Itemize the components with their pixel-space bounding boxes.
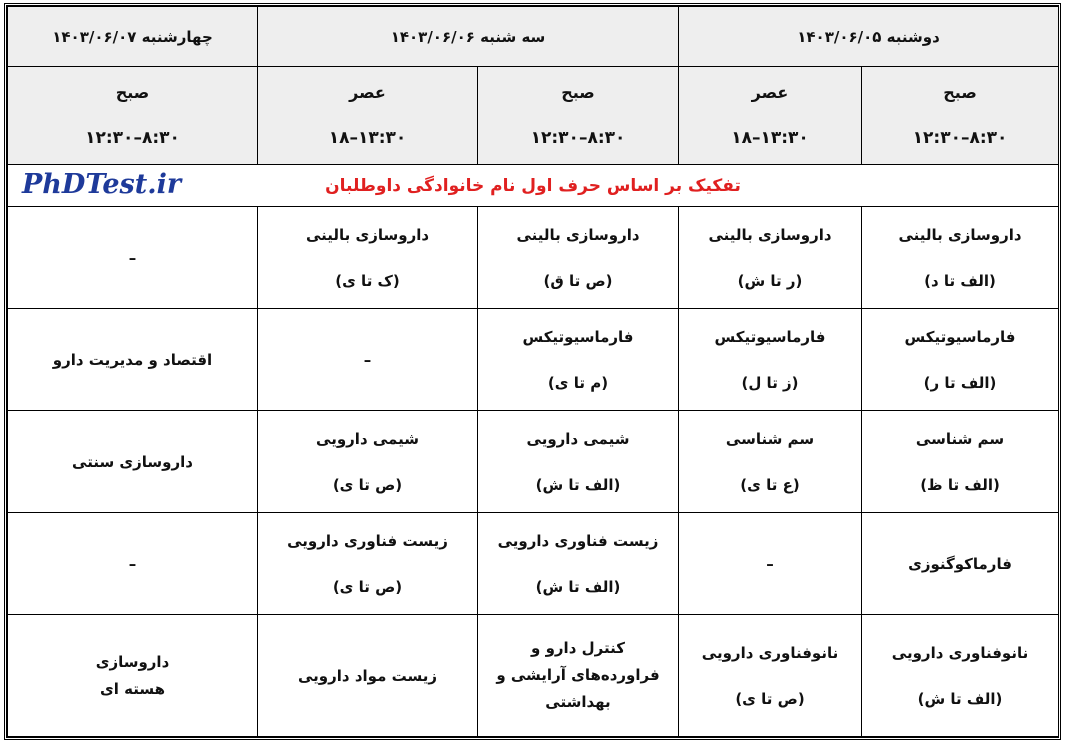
course-name: سم شناسی [915,429,1005,448]
table-cell [8,615,258,737]
slot-time: ۱۳:۳۰–۱۸ [328,128,407,148]
course-name: داروسازی بالینی [708,225,832,244]
surname-range: (ص تا ی) [332,577,403,596]
surname-range: (م تا ی) [547,373,609,392]
slot-label: عصر [751,83,789,102]
exam-schedule-table [7,6,1059,737]
table-row [8,411,1059,513]
course-name-line: فراورده‌های آرایشی و [496,666,660,684]
surname-range: (ص تا ی) [735,689,805,708]
course-name: زیست فناوری دارویی [287,531,448,550]
course-name-line: داروسازی [95,652,170,671]
empty-dash: – [766,554,774,573]
surname-range: (ز تا ل) [741,373,799,392]
course-name: نانوفناوری دارویی [701,643,839,662]
course-name-line: هسته ای [100,679,165,698]
course-name: فارماسیوتیکس [904,327,1016,346]
table-row [8,615,1059,737]
empty-dash: – [128,248,137,267]
slot-header [478,67,679,165]
slot-label: صبح [115,83,150,102]
slot-time: ۸:۳۰–۱۲:۳۰ [530,128,626,148]
surname-range: (الف تا ش) [917,689,1003,708]
course-name: اقتصاد و مدیریت دارو [52,350,213,369]
table-cell [679,309,862,411]
table-cell [478,207,679,309]
table-cell [679,411,862,513]
course-name: داروسازی بالینی [516,225,640,244]
table-cell [478,411,679,513]
surname-range: (الف تا ر) [923,373,997,392]
table-cell [862,513,1059,615]
table-cell [8,513,258,615]
empty-dash: – [363,350,372,369]
table-row [8,309,1059,411]
course-name: فارماسیوتیکس [522,327,634,346]
slot-header [862,67,1059,165]
table-cell [862,411,1059,513]
course-name: داروسازی سنتی [72,452,193,471]
slot-label: صبح [561,83,595,102]
slot-header [8,67,258,165]
banner-cell [8,165,1059,207]
course-name: شیمی دارویی [526,429,630,448]
table-cell [8,207,258,309]
table-cell [679,615,862,737]
surname-range: (ع تا ی) [740,475,800,494]
course-name: شیمی دارویی [316,429,419,448]
table-cell [8,411,258,513]
table-cell [258,513,478,615]
table-cell [862,309,1059,411]
surname-range: (الف تا ش) [535,475,621,494]
slot-header [679,67,862,165]
surname-range: (الف تا د) [924,271,996,290]
course-name: زیست مواد دارویی [298,666,437,685]
table-cell [258,309,478,411]
course-name: سم شناسی [725,429,815,448]
table-cell [478,513,679,615]
course-name: فارماسیوتیکس [714,327,826,346]
day-header-monday: دوشنبه ۱۴۰۳/۰۶/۰۵ [679,7,1059,67]
slot-time: ۸:۳۰–۱۲:۳۰ [912,128,1008,148]
table-cell [258,615,478,737]
table-cell [258,411,478,513]
course-name: زیست فناوری دارویی [497,531,659,550]
slot-label: عصر [349,83,386,102]
day-header-wednesday: چهارشنبه ۱۴۰۳/۰۶/۰۷ [8,7,258,67]
surname-range: (ص تا ی) [332,475,403,494]
day-header-tuesday: سه شنبه ۱۴۰۳/۰۶/۰۶ [258,7,679,67]
slot-time: ۸:۳۰–۱۲:۳۰ [85,128,180,148]
table-cell [8,309,258,411]
table-cell [478,615,679,737]
surname-range: (ر تا ش) [737,271,803,290]
banner-row [8,165,1059,207]
course-name: داروسازی بالینی [305,225,430,244]
empty-dash: – [128,554,137,573]
course-name: نانوفناوری دارویی [891,643,1029,662]
table-cell [478,309,679,411]
table-cell [862,615,1059,737]
slot-header-row [8,67,1059,165]
surname-range: (ک تا ی) [335,271,400,290]
table-cell [862,207,1059,309]
slot-header [258,67,478,165]
slot-label: صبح [943,83,977,102]
course-name-line: بهداشتی [545,693,611,711]
table-cell [679,207,862,309]
slot-time: ۱۳:۳۰–۱۸ [731,128,809,148]
course-name: فارماکوگنوزی [908,554,1012,573]
table-cell [258,207,478,309]
course-name-line: کنترل دارو و [531,639,625,657]
surname-range: (الف تا ظ) [920,475,1000,494]
day-header-row [8,7,1059,67]
surname-range: (ص تا ق) [543,271,613,290]
table-row [8,513,1059,615]
banner-note: تفکیک بر اساس حرف اول نام خانوادگی داوطلبان [325,175,741,196]
site-logo: PhDTest.ir [22,169,182,200]
table-row [8,207,1059,309]
course-name: داروسازی بالینی [898,225,1022,244]
table-cell [679,513,862,615]
surname-range: (الف تا ش) [535,577,621,596]
